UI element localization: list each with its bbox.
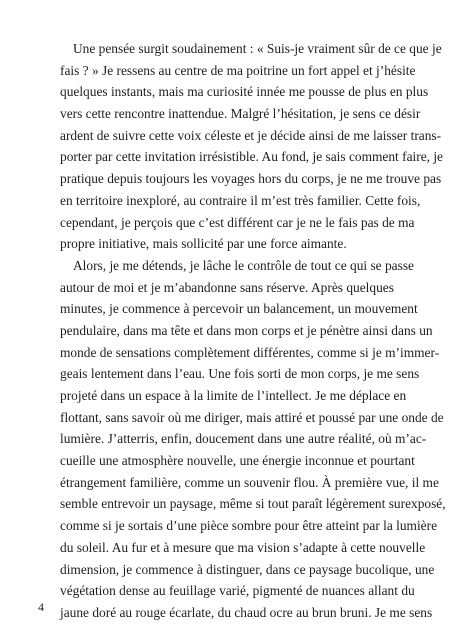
- text-line: étrangement familière, comme un souvenir flou. À première vue, il me: [60, 474, 439, 490]
- text-line: comme si je sortais d’une pièce sombre pour être atteint par la lumière: [60, 518, 438, 534]
- text-line: quelques instants, mais ma curiosité innée me pousse de plus en plus: [60, 84, 429, 100]
- text-line: ardent de suivre cette voix céleste et je décide ainsi de me laisser trans-: [60, 127, 442, 143]
- text-line: Une pensée surgit soudainement : « Suis-je vraiment sûr de ce que je: [73, 41, 442, 56]
- text-line: jaune doré au rouge écarlate, du chaud ocre au brun bruni. Je me sens: [60, 604, 433, 620]
- text-line: pratique depuis toujours les voyages hors du corps, je ne me trouve pas: [60, 171, 442, 187]
- text-line: flottant, sans savoir où me diriger, mais attiré et poussé par une onde de: [60, 409, 444, 425]
- page-number: 4: [38, 600, 44, 614]
- text-line: autour de moi et je m’abandonne sans réserve. Après quelques: [60, 279, 394, 295]
- text-line: geais lentement dans l’eau. Une fois sorti de mon corps, je me sens: [60, 366, 420, 382]
- text-line: cependant, je perçois que c’est différent car je ne le fais pas de ma: [60, 214, 415, 230]
- text-line: monde de sensations complètement différentes, comme si je m’immer-: [60, 344, 440, 360]
- text-line: fais ? » Je ressens au centre de ma poitrine un fort appel et j’hésite: [60, 62, 416, 78]
- text-line: vers cette rencontre inattendue. Malgré l’hésitation, je sens ce désir: [60, 106, 421, 122]
- text-line: porter par cette invitation irrésistible. Au fond, je sais comment faire, je: [60, 149, 443, 165]
- text-line: du soleil. Au fur et à mesure que ma vision s’adapte à cette nouvelle: [60, 539, 426, 555]
- text-line: pendulaire, dans ma tête et dans mon corps et je pénètre ainsi dans un: [60, 322, 433, 338]
- text-line: dimension, je commence à distinguer, dans ce paysage bucolique, une: [60, 561, 435, 577]
- text-line: minutes, je commence à percevoir un balancement, un mouvement: [60, 301, 418, 317]
- text-line: propre initiative, mais sollicité par une force aimante.: [60, 236, 347, 252]
- text-line: Alors, je me détends, je lâche le contrôle de tout ce qui se passe: [73, 257, 414, 273]
- text-line: projeté dans un espace à la limite de l’intellect. Je me déplace en: [60, 388, 407, 403]
- text-line: semble entrevoir un paysage, même si tout paraît légèrement surexposé,: [60, 496, 446, 512]
- text-line: cueille une atmosphère nouvelle, une énergie inconnue et pourtant: [60, 453, 415, 469]
- text-line: végétation dense au feuillage varié, pigmenté de nuances allant du: [60, 583, 415, 599]
- body-text: [60, 38, 446, 624]
- text-line: en territoire inexploré, au contraire il m’est très familier. Cette fois,: [60, 192, 421, 208]
- text-line: lumière. J’atterris, enfin, doucement dans une autre réalité, où m’ac-: [60, 431, 427, 447]
